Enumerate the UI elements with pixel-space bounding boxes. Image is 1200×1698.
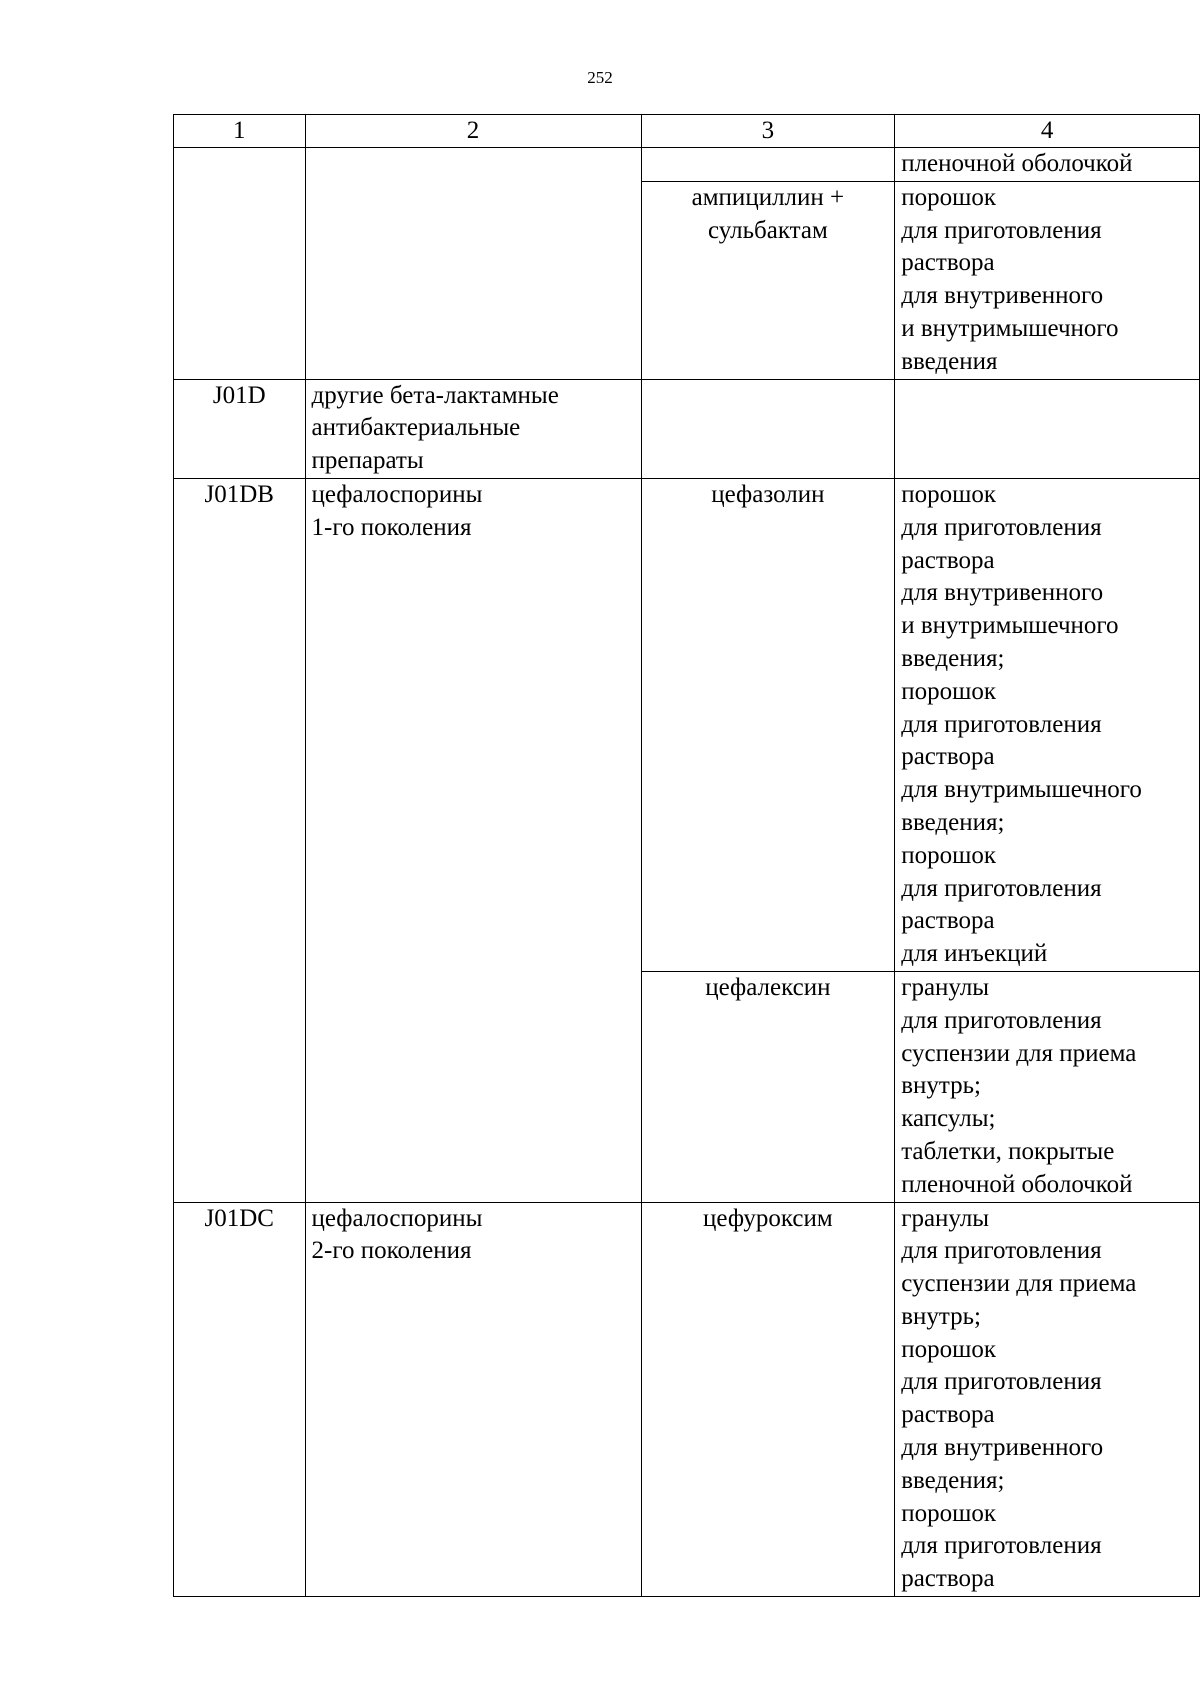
table-row bbox=[174, 379, 1200, 478]
drug-cell: цефалексин bbox=[641, 971, 895, 1202]
code-cell: J01D bbox=[174, 379, 306, 478]
group-cell: другие бета-лактамные антибактериальные препараты bbox=[305, 379, 641, 478]
form-cell: порошок для приготовления раствора для внутривенного и внутримышечного введения bbox=[895, 181, 1200, 379]
form-cell bbox=[895, 379, 1200, 478]
form-cell: гранулы для приготовления суспензии для приема внутрь; капсулы; таблетки, покрытые пленочной оболочкой bbox=[895, 971, 1200, 1202]
drug-table bbox=[173, 114, 1200, 1597]
column-header-4: 4 bbox=[895, 115, 1200, 148]
column-header-2: 2 bbox=[305, 115, 641, 148]
drug-cell bbox=[641, 148, 895, 182]
group-cell: цефалоспорины 2-го поколения bbox=[305, 1202, 641, 1597]
column-header-3: 3 bbox=[641, 115, 895, 148]
table-row bbox=[174, 478, 1200, 971]
group-cell bbox=[305, 148, 641, 380]
table-row bbox=[174, 148, 1200, 182]
form-cell: пленочной оболочкой bbox=[895, 148, 1200, 182]
form-cell: гранулы для приготовления суспензии для приема внутрь; порошок для приготовления раствора для внутривенного введения; порошок для приготовления раствора bbox=[895, 1202, 1200, 1597]
table-row bbox=[174, 1202, 1200, 1597]
page-number: 252 bbox=[587, 68, 613, 87]
column-header-1: 1 bbox=[174, 115, 306, 148]
form-cell: порошок для приготовления раствора для внутривенного и внутримышечного введения; порошок для приготовления раствора для внутримышечного введения; порошок для приготовления раствора для инъекций bbox=[895, 478, 1200, 971]
drug-cell: цефазолин bbox=[641, 478, 895, 971]
code-cell bbox=[174, 148, 306, 380]
group-cell: цефалоспорины 1-го поколения bbox=[305, 478, 641, 1202]
table-header-row bbox=[174, 115, 1200, 148]
code-cell: J01DB bbox=[174, 478, 306, 1202]
drug-cell bbox=[641, 379, 895, 478]
drug-cell: ампициллин + сульбактам bbox=[641, 181, 895, 379]
drug-cell: цефуроксим bbox=[641, 1202, 895, 1597]
code-cell: J01DC bbox=[174, 1202, 306, 1597]
